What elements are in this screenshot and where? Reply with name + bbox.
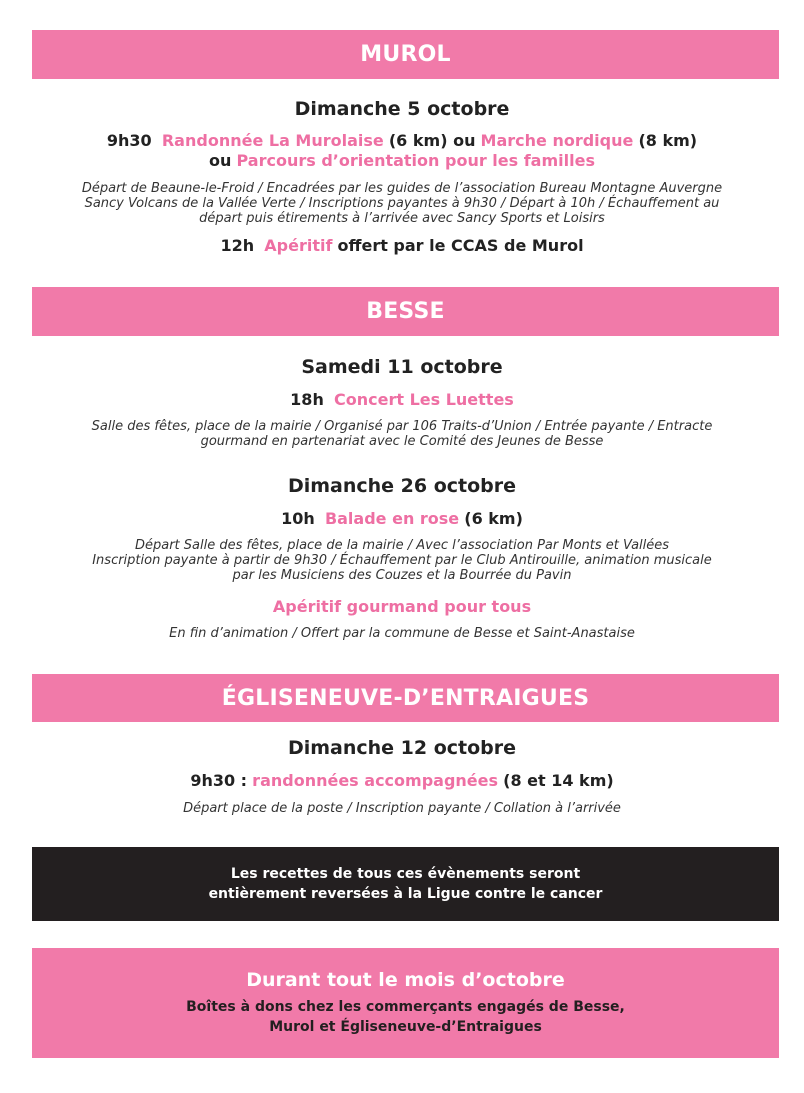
event-detail: (6 km) bbox=[464, 509, 523, 528]
event-note bbox=[0, 538, 804, 583]
box-title: Durant tout le mois d’octobre bbox=[246, 969, 565, 991]
event-note bbox=[0, 181, 804, 226]
event-name: Parcours d’orientation pour les familles bbox=[236, 151, 595, 170]
event-detail: (8 et 14 km) bbox=[503, 771, 614, 790]
section-title: BESSE bbox=[366, 299, 445, 324]
box-line: Boîtes à dons chez les commerçants engagés de Besse, bbox=[186, 999, 625, 1015]
note-line: par les Musiciens des Couzes et la Bourrée du Pavin bbox=[232, 568, 572, 583]
section-header-murol bbox=[32, 30, 779, 79]
event-detail: offert par le CCAS de Murol bbox=[337, 236, 584, 255]
section-title: MUROL bbox=[360, 42, 451, 67]
note-line: Salle des fêtes, place de la mairie / Organisé par 106 Traits-d’Union / Entrée payante / Entracte bbox=[91, 419, 713, 434]
event-line bbox=[0, 597, 804, 616]
note-line: Départ Salle des fêtes, place de la mairie / Avec l’association Par Monts et Vallées bbox=[134, 538, 670, 553]
october-donation-box bbox=[32, 948, 779, 1058]
notice-line: entièrement reversées à la Ligue contre le cancer bbox=[208, 886, 603, 902]
event-note: Départ place de la poste / Inscription payante / Collation à l’arrivée bbox=[183, 801, 621, 816]
event-time: 10h bbox=[281, 509, 315, 528]
event-detail: (8 km) bbox=[638, 131, 698, 150]
event-line bbox=[0, 151, 804, 170]
note-line: Départ de Beaune-le-Froid / Encadrées par les guides de l’association Bureau Montagne Auvergne bbox=[81, 181, 723, 196]
event-name: Randonnée La Murolaise bbox=[161, 131, 384, 150]
notice-line: Les recettes de tous ces évènements seront bbox=[230, 866, 581, 882]
box-line: Murol et Égliseneuve-d’Entraigues bbox=[269, 1019, 542, 1035]
event-note: En fin d’animation / Offert par la commune de Besse et Saint-Anastaise bbox=[169, 626, 635, 641]
event-time: 18h bbox=[290, 390, 324, 409]
event-name: Marche nordique bbox=[480, 131, 634, 150]
note-line: gourmand en partenariat avec le Comité des Jeunes de Besse bbox=[200, 434, 604, 449]
event-name: randonnées accompagnées bbox=[252, 771, 499, 790]
event-name: Concert Les Luettes bbox=[334, 390, 514, 409]
event-name: Apéritif gourmand pour tous bbox=[272, 597, 532, 616]
event-time: 12h bbox=[220, 236, 255, 255]
event-line bbox=[0, 236, 804, 255]
event-date: Dimanche 12 octobre bbox=[287, 737, 517, 759]
event-line bbox=[0, 390, 804, 409]
event-date: Samedi 11 octobre bbox=[301, 356, 503, 378]
event-date: Dimanche 5 octobre bbox=[294, 98, 510, 120]
section-title: ÉGLISENEUVE-D’ENTRAIGUES bbox=[221, 685, 590, 711]
box-body bbox=[32, 997, 779, 1037]
note-line: départ puis étirements à l’arrivée avec Sancy Sports et Loisirs bbox=[199, 211, 605, 226]
note-line: Inscription payante à partir de 9h30 / Échauffement par le Club Antirouille, animation musicale bbox=[92, 553, 712, 568]
section-header-besse bbox=[32, 287, 779, 336]
event-note bbox=[0, 419, 804, 449]
event-detail: (6 km) ou bbox=[388, 131, 476, 150]
event-prefix: ou bbox=[209, 151, 232, 170]
event-date: Dimanche 26 octobre bbox=[287, 475, 517, 497]
event-name: Apéritif bbox=[264, 236, 333, 255]
note-line: Sancy Volcans de la Vallée Verte / Inscriptions payantes à 9h30 / Départ à 10h / Échauffement au bbox=[84, 196, 720, 211]
section-header-egliseneuve bbox=[32, 674, 779, 722]
event-name: Balade en rose bbox=[324, 509, 460, 528]
event-line bbox=[0, 771, 804, 790]
event-line bbox=[0, 131, 804, 150]
event-line bbox=[0, 509, 804, 528]
event-time: 9h30 bbox=[106, 131, 152, 150]
donation-notice bbox=[32, 847, 779, 921]
event-time: 9h30 : bbox=[190, 771, 248, 790]
